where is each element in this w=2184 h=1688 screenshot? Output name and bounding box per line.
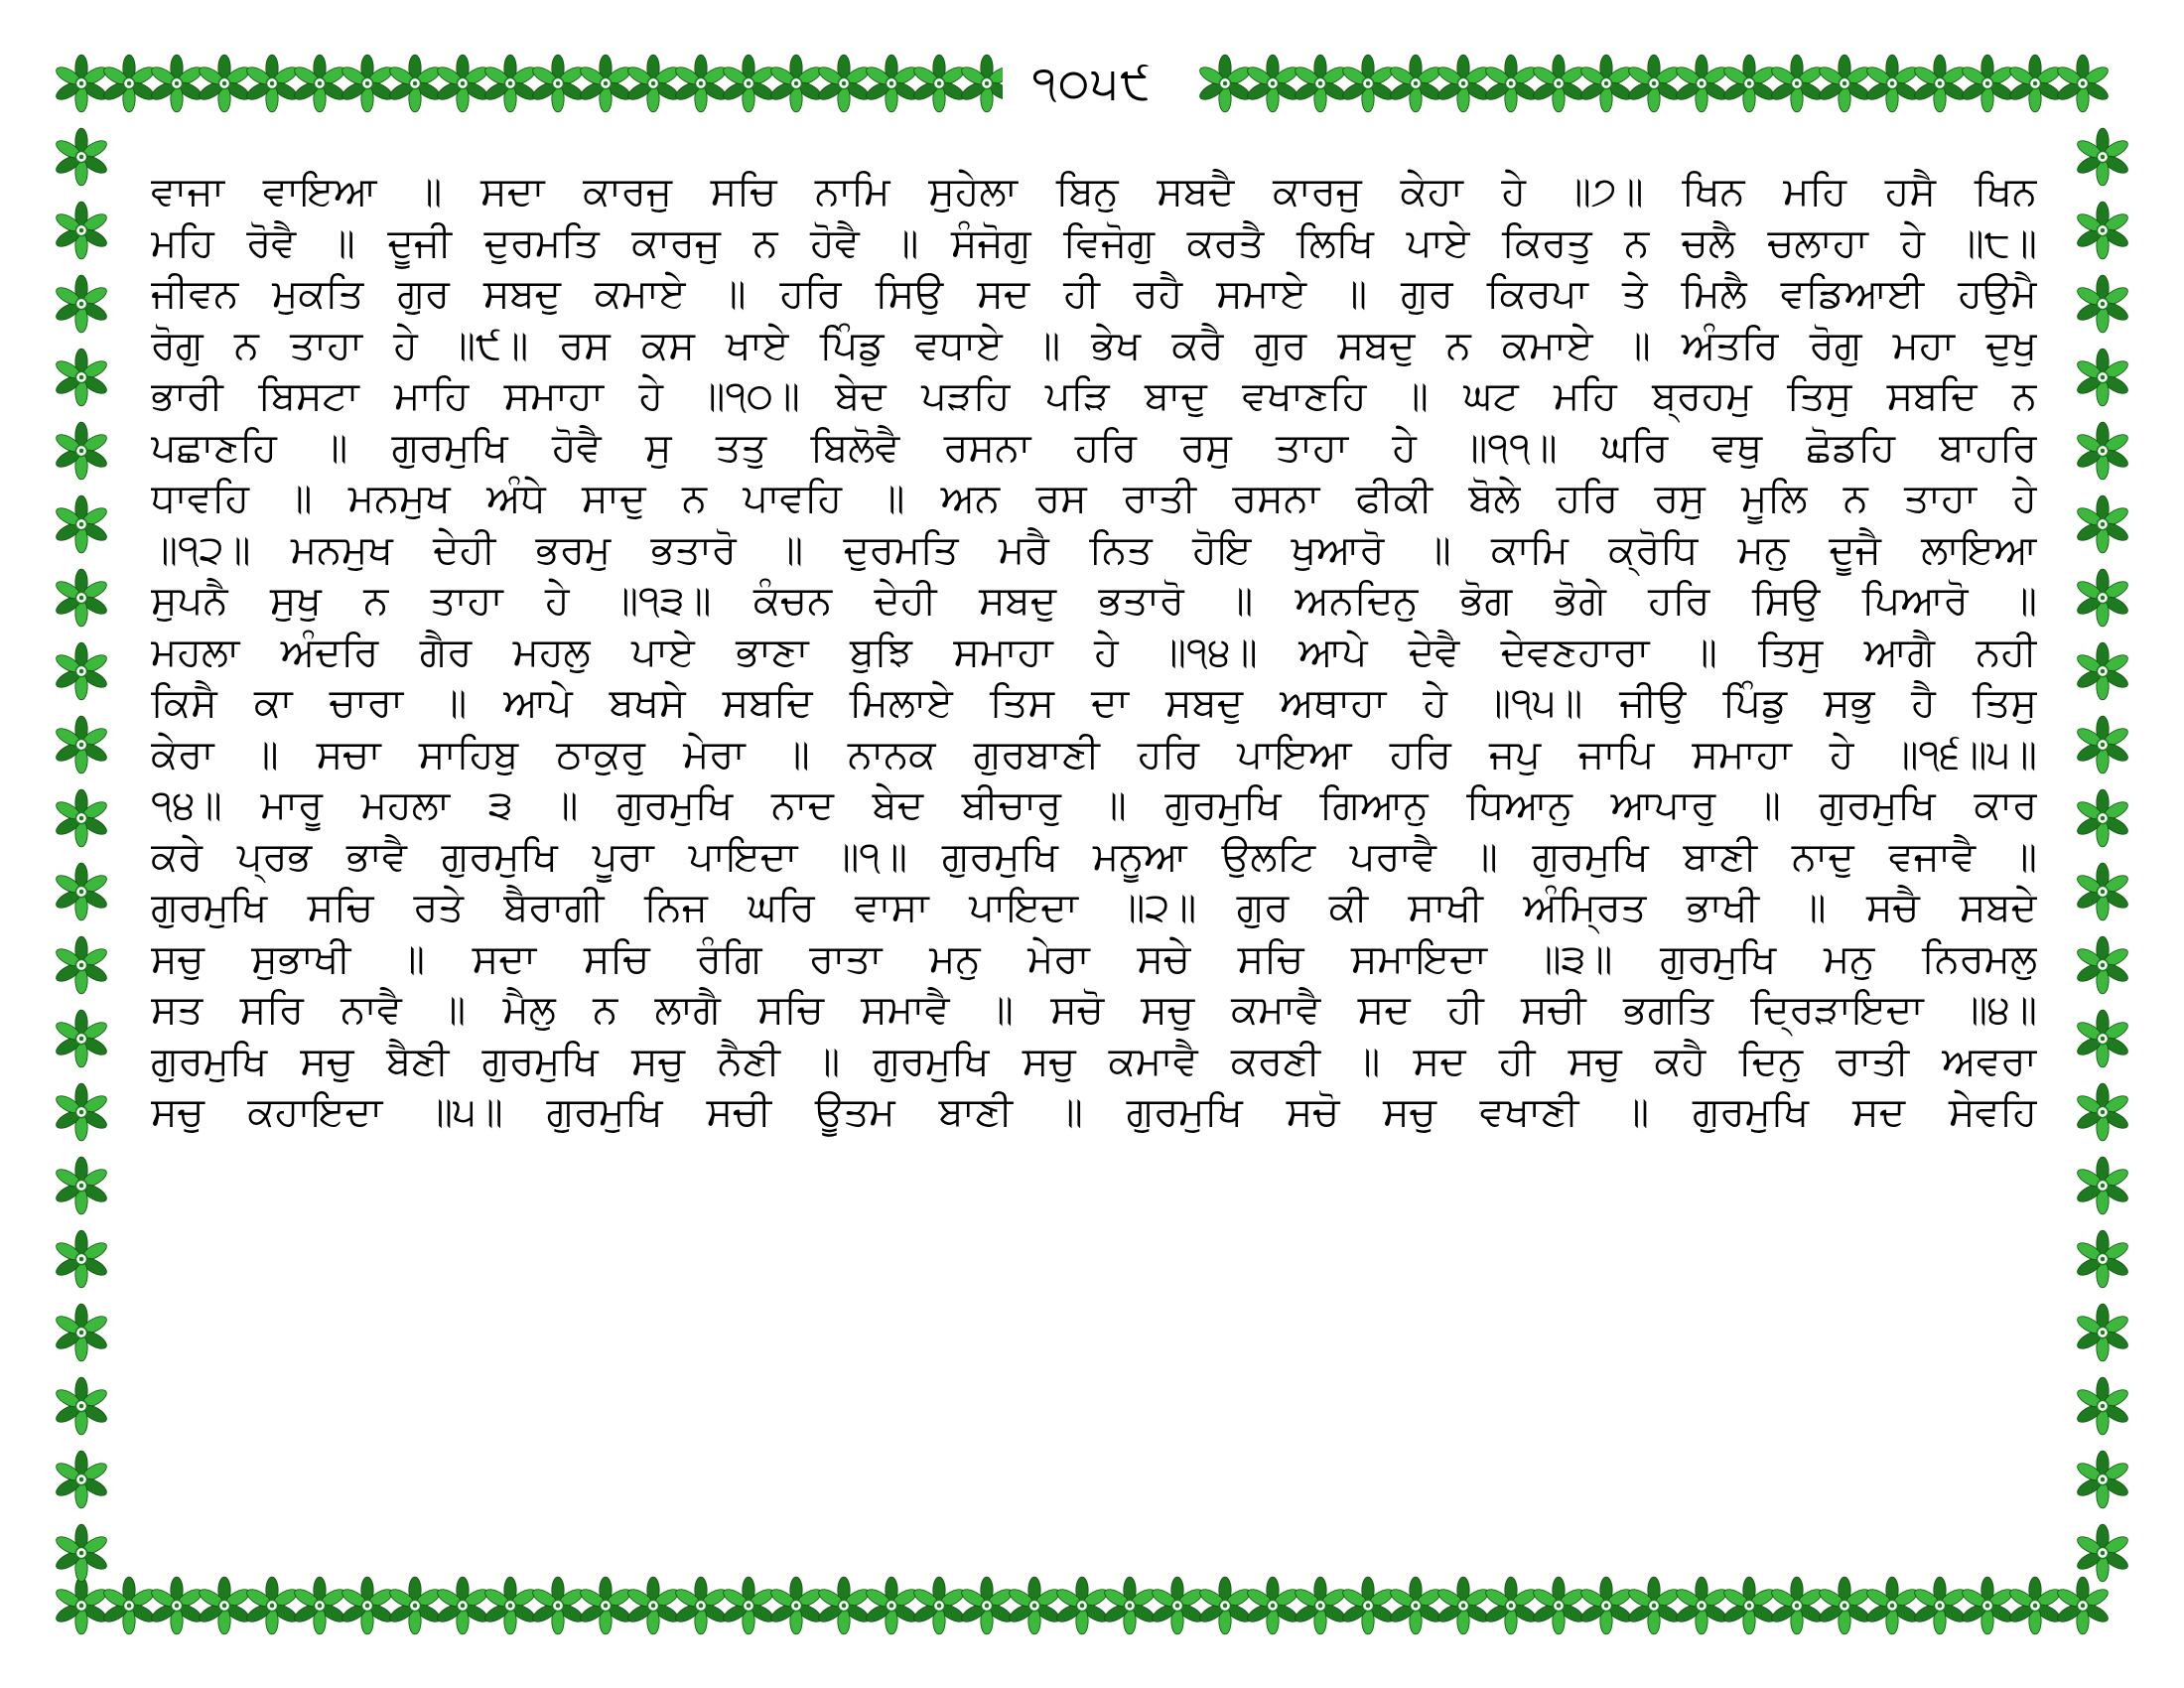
green-flower-icon bbox=[2075, 1304, 2130, 1361]
green-flower-icon bbox=[1007, 1577, 1062, 1634]
green-flower-icon bbox=[673, 55, 729, 112]
green-flower-icon bbox=[1483, 1577, 1539, 1634]
green-flower-icon bbox=[54, 1377, 109, 1435]
text-line: ਕਰੇ ਪ੍ਰਭ ਭਾਵੈ ਗੁਰਮੁਖਿ ਪੂਰਾ ਪਾਇਦਾ ॥੧॥ ਗੁਰਮੁਖਿ ਮਨੂਆ ਉਲਟਿ ਪਰਾਵੈ ॥ ਗੁਰਮੁਖਿ ਬਾਣੀ ਨਾਦੁ ਵਜਾਵੈ ॥ bbox=[151, 833, 2037, 880]
green-flower-icon bbox=[149, 1577, 205, 1634]
green-flower-icon bbox=[1054, 1577, 1110, 1634]
green-flower-icon bbox=[54, 55, 109, 112]
green-flower-icon bbox=[673, 1577, 729, 1634]
green-flower-icon bbox=[387, 1577, 443, 1634]
green-flower-icon bbox=[292, 55, 347, 112]
green-flower-icon bbox=[101, 1577, 157, 1634]
text-line: ਮਹਲਾ ਅੰਦਰਿ ਗੈਰ ਮਹਲੁ ਪਾਏ ਭਾਣਾ ਬੁਝਿ ਸਮਾਹਾ ਹੇ ॥੧੪॥ ਆਪੇ ਦੇਵੈ ਦੇਵਣਹਾਰਾ ॥ ਤਿਸੁ ਆਗੈ ਨਹੀ bbox=[151, 629, 2037, 675]
green-flower-icon bbox=[2075, 716, 2130, 774]
green-flower-icon bbox=[54, 1524, 109, 1582]
green-flower-icon bbox=[292, 1577, 347, 1634]
green-flower-icon bbox=[1769, 55, 1825, 112]
green-flower-icon bbox=[1293, 55, 1348, 112]
green-flower-icon bbox=[54, 128, 109, 186]
green-flower-icon bbox=[2075, 789, 2130, 847]
green-flower-icon bbox=[1578, 1577, 1634, 1634]
green-flower-icon bbox=[1245, 55, 1300, 112]
green-flower-icon bbox=[2055, 55, 2111, 112]
text-line: ੧੪॥ ਮਾਰੂ ਮਹਲਾ ੩ ॥ ਗੁਰਮੁਖਿ ਨਾਦ ਬੇਦ ਬੀਚਾਰੁ ॥ ਗੁਰਮੁਖਿ ਗਿਆਨੁ ਧਿਆਨੁ ਆਪਾਰੁ ॥ ਗੁਰਮੁਖਿ ਕਾਰ bbox=[151, 782, 2037, 828]
text-line: ਜੀਵਨ ਮੁਕਤਿ ਗੁਰ ਸਬਦੁ ਕਮਾਏ ॥ ਹਰਿ ਸਿਉ ਸਦ ਹੀ ਰਹੈ ਸਮਾਏ ॥ ਗੁਰ ਕਿਰਪਾ ਤੇ ਮਿਲੈ ਵਡਿਆਈ ਹਉਮੈ bbox=[151, 271, 2037, 317]
text-line: ਭਾਰੀ ਬਿਸਟਾ ਮਾਹਿ ਸਮਾਹਾ ਹੇ ॥੧੦॥ ਬੇਦ ਪੜਹਿ ਪੜਿ ਬਾਦੁ ਵਖਾਣਹਿ ॥ ਘਟ ਮਹਿ ਬ੍ਰਹਮੁ ਤਿਸੁ ਸਬਦਿ ਨ bbox=[151, 373, 2037, 419]
green-flower-icon bbox=[54, 1083, 109, 1141]
green-flower-icon bbox=[101, 55, 157, 112]
green-flower-icon bbox=[1102, 1577, 1158, 1634]
green-flower-icon bbox=[1150, 1577, 1205, 1634]
text-line: ਧਾਵਹਿ ॥ ਮਨਮੁਖ ਅੰਧੇ ਸਾਦੁ ਨ ਪਾਵਹਿ ॥ ਅਨ ਰਸ ਰਾਤੀ ਰਸਨਾ ਫੀਕੀ ਬੋਲੇ ਹਰਿ ਰਸੁ ਮੂਲਿ ਨ ਤਾਹਾ ਹੇ bbox=[151, 476, 2037, 521]
green-flower-icon bbox=[54, 1304, 109, 1361]
page-number: ੧੦੫੯ bbox=[1031, 56, 1153, 109]
green-flower-icon bbox=[54, 422, 109, 480]
green-flower-icon bbox=[54, 716, 109, 774]
green-flower-icon bbox=[54, 1157, 109, 1214]
green-flower-icon bbox=[864, 1577, 919, 1634]
green-flower-icon bbox=[1197, 1577, 1253, 1634]
green-flower-icon bbox=[1912, 55, 1968, 112]
green-flower-icon bbox=[1578, 55, 1634, 112]
green-flower-icon bbox=[2075, 863, 2130, 920]
green-flower-icon bbox=[1626, 55, 1682, 112]
text-line: ਮਹਿ ਰੋਵੈ ॥ ਦੂਜੀ ਦੁਰਮਤਿ ਕਾਰਜੁ ਨ ਹੋਵੈ ॥ ਸੰਜੋਗੁ ਵਿਜੋਗੁ ਕਰਤੈ ਲਿਖਿ ਪਾਏ ਕਿਰਤੁ ਨ ਚਲੈ ਚਲਾਹਾ ਹੇ ॥੮॥ bbox=[151, 219, 2037, 266]
green-flower-icon bbox=[721, 1577, 776, 1634]
green-flower-icon bbox=[54, 495, 109, 553]
green-flower-icon bbox=[1531, 1577, 1586, 1634]
green-flower-icon bbox=[1674, 1577, 1729, 1634]
green-flower-icon bbox=[768, 1577, 824, 1634]
green-flower-icon bbox=[530, 1577, 586, 1634]
green-flower-icon bbox=[197, 55, 252, 112]
green-flower-icon bbox=[2075, 1010, 2130, 1067]
green-flower-icon bbox=[54, 1230, 109, 1288]
green-flower-icon bbox=[2007, 1577, 2063, 1634]
green-flower-icon bbox=[2075, 1083, 2130, 1141]
text-line: ਗੁਰਮੁਖਿ ਸਚੁ ਬੈਣੀ ਗੁਰਮੁਖਿ ਸਚੁ ਨੈਣੀ ॥ ਗੁਰਮੁਖਿ ਸਚੁ ਕਮਾਵੈ ਕਰਣੀ ॥ ਸਦ ਹੀ ਸਚੁ ਕਹੈ ਦਿਨੁ ਰਾਤੀ ਅਵਰਾ bbox=[151, 1038, 2037, 1084]
green-flower-icon bbox=[340, 1577, 395, 1634]
green-flower-icon bbox=[2055, 1577, 2111, 1634]
green-flower-icon bbox=[721, 55, 776, 112]
green-flower-icon bbox=[54, 1010, 109, 1067]
green-flower-icon bbox=[1960, 55, 2015, 112]
green-flower-icon bbox=[54, 936, 109, 994]
green-flower-icon bbox=[54, 349, 109, 406]
green-flower-icon bbox=[911, 55, 967, 112]
green-flower-icon bbox=[54, 863, 109, 920]
green-flower-icon bbox=[1483, 55, 1539, 112]
green-flower-icon bbox=[578, 1577, 633, 1634]
green-flower-icon bbox=[340, 55, 395, 112]
green-flower-icon bbox=[911, 1577, 967, 1634]
text-line: ਕਿਸੈ ਕਾ ਚਾਰਾ ॥ ਆਪੇ ਬਖਸੇ ਸਬਦਿ ਮਿਲਾਏ ਤਿਸ ਦਾ ਸਬਦੁ ਅਥਾਹਾ ਹੇ ॥੧੫॥ ਜੀਉ ਪਿੰਡੁ ਸਭੁ ਹੈ ਤਿਸੁ bbox=[151, 680, 2037, 726]
green-flower-icon bbox=[2007, 55, 2063, 112]
green-flower-icon bbox=[625, 55, 681, 112]
green-flower-icon bbox=[1674, 55, 1729, 112]
green-flower-icon bbox=[578, 55, 633, 112]
text-line: ਸਚੁ ਸੁਭਾਖੀ ॥ ਸਦਾ ਸਚਿ ਰੰਗਿ ਰਾਤਾ ਮਨੁ ਮੇਰਾ ਸਚੇ ਸਚਿ ਸਮਾਇਦਾ ॥੩॥ ਗੁਰਮੁਖਿ ਮਨੁ ਨਿਰਮਲੁ bbox=[151, 935, 2037, 982]
green-flower-icon bbox=[2075, 1377, 2130, 1435]
green-flower-icon bbox=[54, 789, 109, 847]
text-line: ਸਚੁ ਕਹਾਇਦਾ ॥੫॥ ਗੁਰਮੁਖਿ ਸਚੀ ਊਤਮ ਬਾਣੀ ॥ ਗੁਰਮੁਖਿ ਸਚੋ ਸਚੁ ਵਖਾਣੀ ॥ ਗੁਰਮੁਖਿ ਸਦ ਸੇਵਹਿ bbox=[151, 1089, 2037, 1135]
green-flower-icon bbox=[1293, 1577, 1348, 1634]
text-line: ਕੇਰਾ ॥ ਸਚਾ ਸਾਹਿਬੁ ਠਾਕੁਰੁ ਮੇਰਾ ॥ ਨਾਨਕ ਗੁਰਬਾਣੀ ਹਰਿ ਪਾਇਆ ਹਰਿ ਜਪੁ ਜਾਪਿ ਸਮਾਹਾ ਹੇ ॥੧੬॥੫॥ bbox=[151, 731, 2037, 777]
text-line: ॥੧੨॥ ਮਨਮੁਖ ਦੇਹੀ ਭਰਮੁ ਭਤਾਰੋ ॥ ਦੁਰਮਤਿ ਮਰੈ ਨਿਤ ਹੋਇ ਖੁਆਰੋ ॥ ਕਾਮਿ ਕ੍ਰੋਧਿ ਮਨੁ ਦੂਜੈ ਲਾਇਆ bbox=[151, 526, 2037, 573]
green-flower-icon bbox=[625, 1577, 681, 1634]
green-flower-icon bbox=[1912, 1577, 1968, 1634]
green-flower-icon bbox=[959, 1577, 1015, 1634]
green-flower-icon bbox=[1864, 1577, 1920, 1634]
green-flower-icon bbox=[1817, 55, 1872, 112]
green-flower-icon bbox=[1864, 55, 1920, 112]
green-flower-icon bbox=[2075, 642, 2130, 700]
green-flower-icon bbox=[435, 55, 490, 112]
green-flower-icon bbox=[1721, 1577, 1777, 1634]
green-flower-icon bbox=[2075, 422, 2130, 480]
green-flower-icon bbox=[54, 569, 109, 627]
green-flower-icon bbox=[1388, 1577, 1443, 1634]
page-number-box bbox=[1003, 50, 1181, 115]
text-line: ਸੁਪਨੈ ਸੁਖੁ ਨ ਤਾਹਾ ਹੇ ॥੧੩॥ ਕੰਚਨ ਦੇਹੀ ਸਬਦੁ ਭਤਾਰੋ ॥ ਅਨਦਿਨੁ ਭੋਗ ਭੋਗੇ ਹਰਿ ਸਿਉ ਪਿਆਰੋ ॥ bbox=[151, 578, 2037, 624]
green-flower-icon bbox=[1626, 1577, 1682, 1634]
green-flower-icon bbox=[2075, 1157, 2130, 1214]
green-flower-icon bbox=[2075, 569, 2130, 627]
green-flower-icon bbox=[1960, 1577, 2015, 1634]
green-flower-icon bbox=[1435, 55, 1491, 112]
green-flower-icon bbox=[864, 55, 919, 112]
green-flower-icon bbox=[2075, 275, 2130, 333]
green-flower-icon bbox=[1531, 55, 1586, 112]
green-flower-icon bbox=[2075, 128, 2130, 186]
scripture-text bbox=[151, 167, 2037, 1537]
green-flower-icon bbox=[54, 275, 109, 333]
green-flower-icon bbox=[54, 1451, 109, 1508]
green-flower-icon bbox=[1197, 55, 1253, 112]
green-flower-icon bbox=[816, 55, 872, 112]
green-flower-icon bbox=[197, 1577, 252, 1634]
green-flower-icon bbox=[1245, 1577, 1300, 1634]
green-flower-icon bbox=[387, 55, 443, 112]
green-flower-icon bbox=[2075, 936, 2130, 994]
green-flower-icon bbox=[2075, 202, 2130, 259]
green-flower-icon bbox=[482, 1577, 538, 1634]
green-flower-icon bbox=[2075, 1524, 2130, 1582]
green-flower-icon bbox=[54, 202, 109, 259]
text-line: ਸਤ ਸਰਿ ਨਾਵੈ ॥ ਮੈਲੁ ਨ ਲਾਗੈ ਸਚਿ ਸਮਾਵੈ ॥ ਸਚੋ ਸਚੁ ਕਮਾਵੈ ਸਦ ਹੀ ਸਚੀ ਭਗਤਿ ਦ੍ਰਿੜਾਇਦਾ ॥੪॥ bbox=[151, 987, 2037, 1033]
green-flower-icon bbox=[482, 55, 538, 112]
green-flower-icon bbox=[244, 1577, 300, 1634]
text-line: ਵਾਜਾ ਵਾਇਆ ॥ ਸਦਾ ਕਾਰਜੁ ਸਚਿ ਨਾਮਿ ਸੁਹੇਲਾ ਬਿਨੁ ਸਬਦੈ ਕਾਰਜੁ ਕੇਹਾ ਹੇ ॥੭॥ ਖਿਨ ਮਹਿ ਹਸੈ ਖਿਨ bbox=[151, 169, 2037, 214]
green-flower-icon bbox=[1721, 55, 1777, 112]
green-flower-icon bbox=[1340, 1577, 1396, 1634]
green-flower-icon bbox=[1435, 1577, 1491, 1634]
green-flower-icon bbox=[2075, 349, 2130, 406]
green-flower-icon bbox=[244, 55, 300, 112]
green-flower-icon bbox=[816, 1577, 872, 1634]
green-flower-icon bbox=[530, 55, 586, 112]
green-flower-icon bbox=[2075, 495, 2130, 553]
text-line: ਰੋਗੁ ਨ ਤਾਹਾ ਹੇ ॥੯॥ ਰਸ ਕਸ ਖਾਏ ਪਿੰਡੁ ਵਧਾਏ ॥ ਭੇਖ ਕਰੈ ਗੁਰ ਸਬਦੁ ਨ ਕਮਾਏ ॥ ਅੰਤਰਿ ਰੋਗੁ ਮਹਾ ਦੁਖੁ bbox=[151, 322, 2037, 368]
green-flower-icon bbox=[54, 642, 109, 700]
green-flower-icon bbox=[768, 55, 824, 112]
green-flower-icon bbox=[1769, 1577, 1825, 1634]
text-line: ਪਛਾਣਹਿ ॥ ਗੁਰਮੁਖਿ ਹੋਵੈ ਸੁ ਤਤੁ ਬਿਲੋਵੈ ਰਸਨਾ ਹਰਿ ਰਸੁ ਤਾਹਾ ਹੇ ॥੧੧॥ ਘਰਿ ਵਥੁ ਛੋਡਹਿ ਬਾਹਰਿ bbox=[151, 424, 2037, 471]
green-flower-icon bbox=[2075, 1230, 2130, 1288]
green-flower-icon bbox=[435, 1577, 490, 1634]
green-flower-icon bbox=[1388, 55, 1443, 112]
green-flower-icon bbox=[1340, 55, 1396, 112]
green-flower-icon bbox=[2075, 1451, 2130, 1508]
green-flower-icon bbox=[149, 55, 205, 112]
text-line: ਗੁਰਮੁਖਿ ਸਚਿ ਰਤੇ ਬੈਰਾਗੀ ਨਿਜ ਘਰਿ ਵਾਸਾ ਪਾਇਦਾ ॥੨॥ ਗੁਰ ਕੀ ਸਾਖੀ ਅੰਮ੍ਰਿਤ ਭਾਖੀ ॥ ਸਚੈ ਸਬਦੇ bbox=[151, 885, 2037, 930]
green-flower-icon bbox=[1817, 1577, 1872, 1634]
green-flower-icon bbox=[54, 1577, 109, 1634]
